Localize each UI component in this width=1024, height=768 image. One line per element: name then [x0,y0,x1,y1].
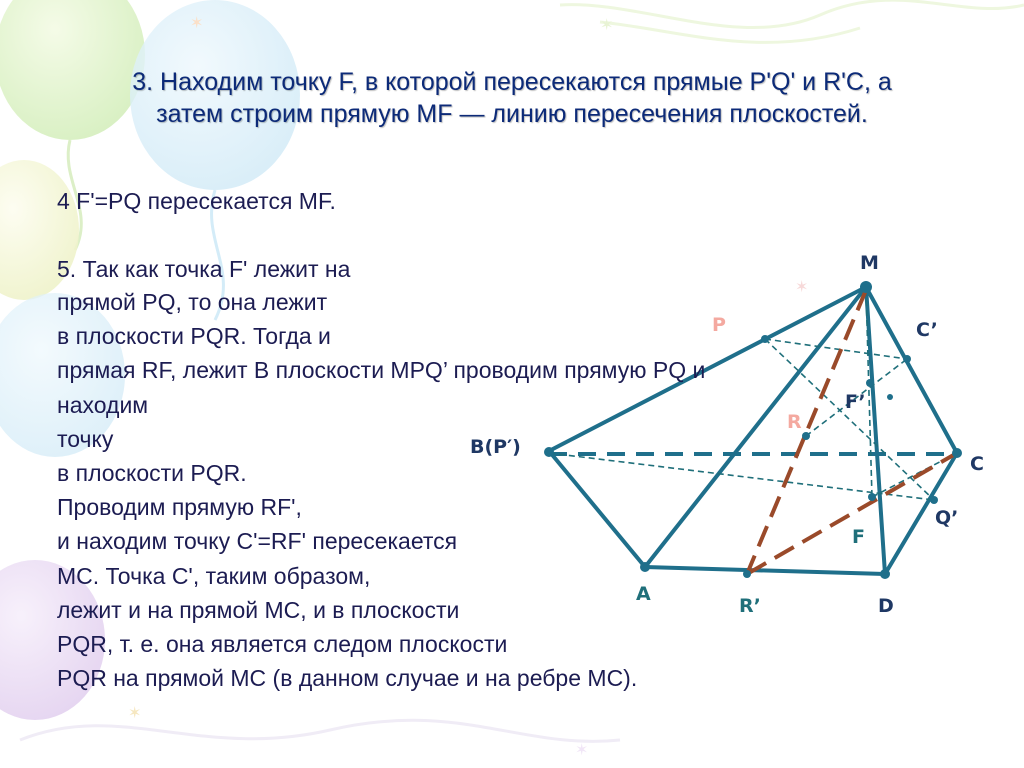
label-Rprime: R’ [739,595,761,617]
label-Cprime: C’ [916,319,938,341]
title-line-1: 3. Находим точку F, в которой пересекаются прямые P'Q' и R'C, а [132,68,892,96]
point-F [868,493,876,501]
label-R: R [787,411,802,433]
body-line: прямой PQ, то она лежит [57,289,328,315]
point-M [860,281,872,293]
label-C: C [970,453,984,475]
point-Fprime [866,379,874,387]
construction-lines [549,290,957,500]
point-P [761,335,769,343]
body-line: PQR на прямой MC (в данном случае и на ребре MC). [57,665,638,691]
body-line: PQR, т. е. она является следом плоскости [57,631,508,657]
edge-AD [645,567,885,574]
label-A: A [636,583,651,605]
point-Rprime [743,570,751,578]
body-line: 5. Так как точка F' лежит на [57,256,351,282]
edge-MD [866,287,885,574]
point-Q-mark [887,394,893,400]
label-Fprime: F’ [845,391,866,413]
body-line: и находим точку C'=RF' пересекается [57,528,458,554]
label-M: M [860,252,879,274]
label-F: F [852,526,865,548]
body-line: в плоскости PQR. Тогда и [57,323,331,349]
svg-text:✶: ✶ [190,13,204,32]
point-R [802,432,810,440]
label-D: D [878,595,894,617]
label-BPprime: B(P′) [470,436,521,458]
edge-MC [866,287,957,453]
point-D [880,569,890,579]
svg-text:✶: ✶ [128,703,142,722]
body-line: 4 F'=PQ пересекается MF. [57,188,336,214]
body-line: лежит и на прямой MC, и в плоскости [57,597,460,623]
point-Cprime [903,355,911,363]
line-Rprime-C [747,453,957,574]
slide-title [40,66,984,130]
body-line: в плоскости PQR. [57,460,247,486]
point-A [640,562,650,572]
title-line-2: затем строим прямую MF — линию пересечения плоскостей. [156,100,868,128]
label-P: P [712,314,726,336]
point-labels [470,252,984,617]
label-Qprime: Q’ [935,507,959,529]
svg-text:✶: ✶ [575,740,589,759]
body-line: MC. Точка C', таким образом, [57,563,371,589]
line-P-Cprime [765,339,907,359]
line-M-Rprime [747,290,866,574]
body-line: прямая RF, лежит В плоскости MPQ’ проводим прямую PQ и [57,357,706,383]
point-Qprime [930,496,938,504]
point-C [952,448,962,458]
body-line: точку [57,426,114,452]
body-line: Проводим прямую RF', [57,494,302,520]
point-B [544,447,554,457]
svg-text:✶: ✶ [795,277,809,296]
pyramid-edges [549,287,957,574]
body-line: находим [57,392,149,418]
edge-BA [549,451,645,567]
svg-text:✶: ✶ [600,15,614,34]
